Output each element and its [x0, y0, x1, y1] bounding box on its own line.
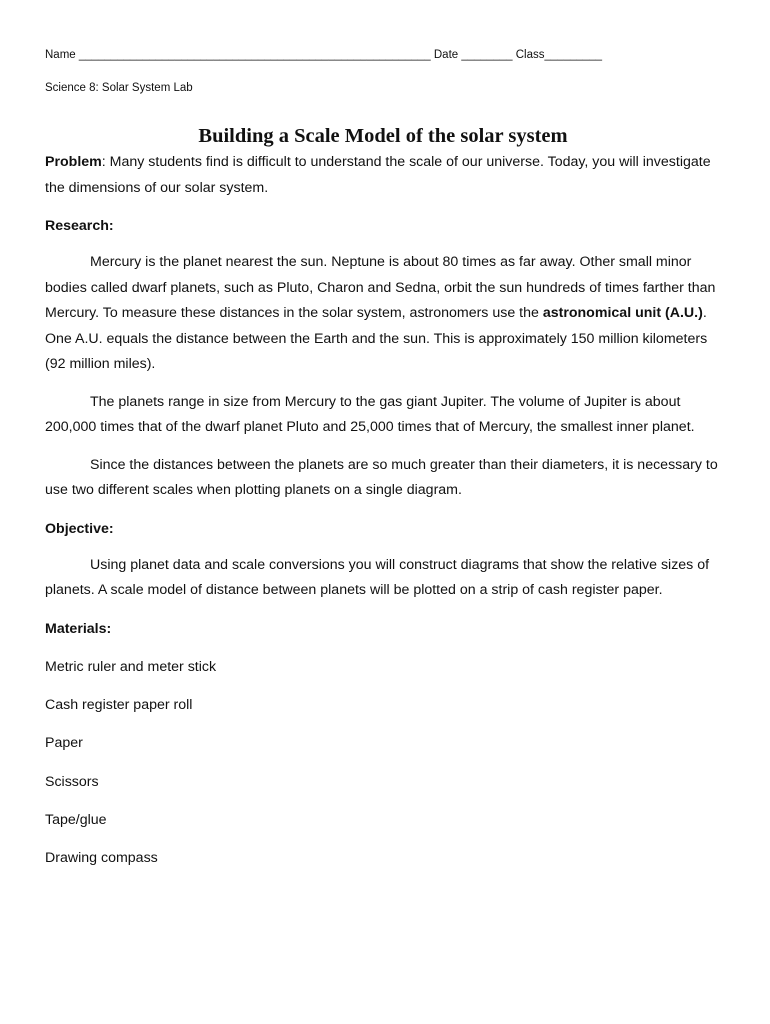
problem-text: : Many students find is difficult to understand the scale of our universe. Today, you will investigate the dimensions of our solar system.: [45, 154, 711, 196]
list-item: Metric ruler and meter stick: [45, 658, 217, 675]
list-item: Tape/glue: [45, 812, 107, 829]
list-item: Paper: [45, 735, 83, 752]
research-paragraph-1: [45, 250, 725, 378]
list-item: Cash register paper roll: [45, 696, 193, 713]
class-label: Class: [515, 49, 545, 61]
research-heading: Research:: [45, 218, 114, 234]
document-page: [45, 44, 725, 885]
list-item: Drawing compass: [45, 850, 158, 867]
research-p1-text-end: . One A.U. equals the distance between the Earth and the sun. This is approximately 150 million kilometers (92 million miles).: [45, 305, 708, 372]
objective-heading: Objective:: [45, 520, 114, 537]
objective-paragraph: Using planet data and scale conversions you will construct diagrams that show the relative sizes of planets. A scale model of distance between planets will be plotted on a strip of cash register paper.: [45, 556, 710, 598]
subject-line: Science 8: Solar System Lab: [45, 82, 193, 94]
class-blank: _________: [544, 49, 603, 61]
list-item: Scissors: [45, 773, 99, 790]
name-label: Name: [45, 49, 76, 61]
header-line: [45, 44, 725, 66]
au-term: astronomical unit (A.U.): [542, 305, 703, 321]
research-paragraph-3: Since the distances between the planets are so much greater than their diameters, it is necessary to use two different scales when plotting planets on a single diagram.: [45, 456, 718, 498]
page-title: Building a Scale Model of the solar system: [198, 125, 568, 147]
problem-paragraph: [45, 150, 725, 201]
research-paragraph-2: The planets range in size from Mercury to the gas giant Jupiter. The volume of Jupiter is about 200,000 times that of the dwarf planet Pluto and 25,000 times that of Mercury, the smallest inner planet.: [45, 393, 695, 435]
materials-list: [45, 655, 725, 885]
research-p1-text: Mercury is the planet nearest the sun. Neptune is about 80 times as far away. Other small minor bodies called dwarf planets, such as Pluto, Charon and Sedna, orbit the sun hundreds of times farther than Mercury. To measure these distances in the solar system, astronomers use the: [45, 254, 716, 321]
date-label: Date: [433, 49, 459, 61]
name-blank: _______________________________________________________: [78, 49, 431, 61]
problem-label: Problem: [45, 154, 102, 170]
date-blank: ________: [461, 49, 513, 61]
materials-heading: Materials:: [45, 620, 112, 637]
